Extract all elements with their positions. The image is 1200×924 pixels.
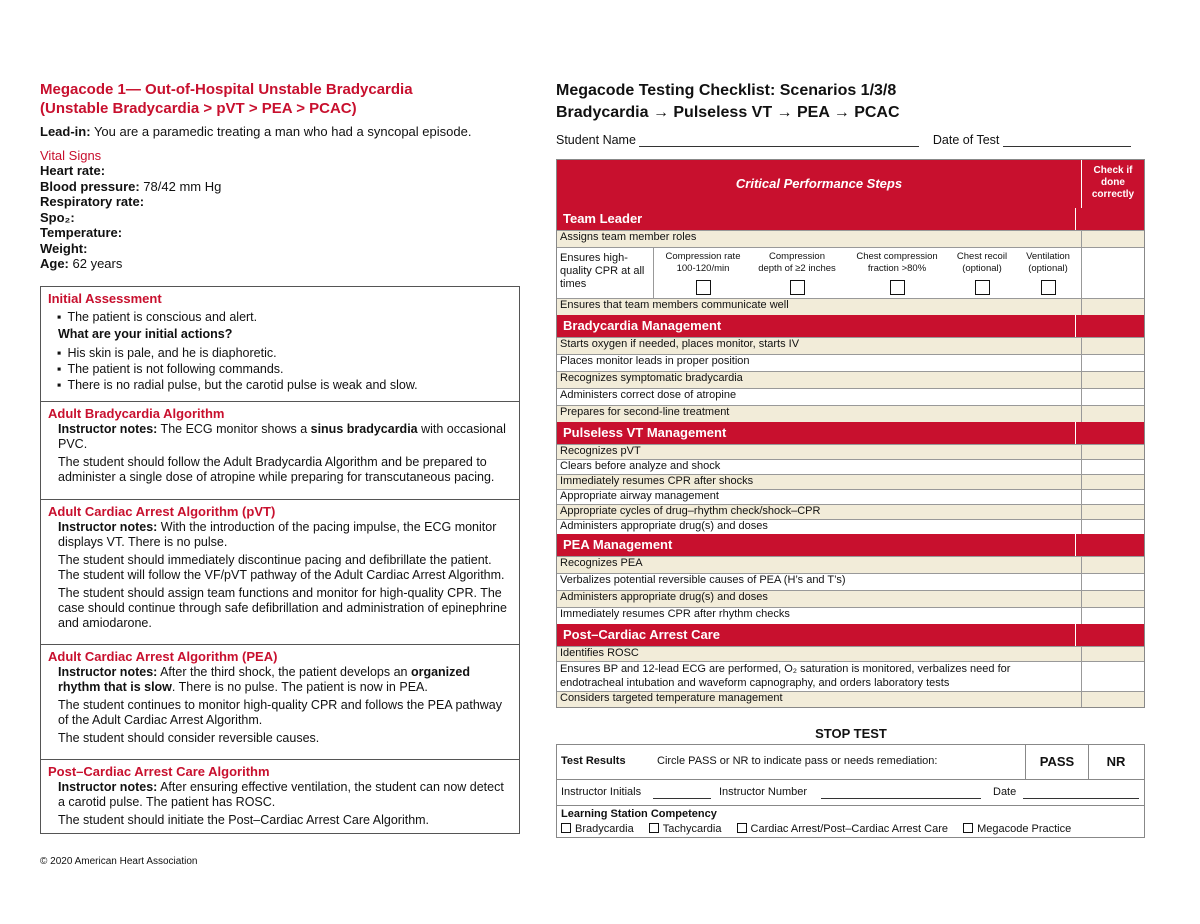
scenario-panel <box>40 80 520 272</box>
test-results-box <box>556 744 1145 838</box>
section-heading: Adult Bradycardia Algorithm <box>48 406 225 421</box>
check-cell[interactable] <box>1081 505 1145 519</box>
vital-signs-heading: Vital Signs <box>40 148 102 163</box>
table-row: Recognizes PEA <box>557 556 1144 573</box>
checklist-title-line1: Megacode Testing Checklist: Scenarios 1/3/8 <box>556 82 897 99</box>
competency-row <box>557 805 1144 839</box>
table-row: Verbalizes potential reversible causes of PEA (H’s and T’s) <box>557 573 1144 590</box>
pulseless-vt-heading: Pulseless VT Management <box>557 422 1144 444</box>
section-heading: Adult Cardiac Arrest Algorithm (pVT) <box>48 504 276 519</box>
instructor-notes: Instructor notes: With the introduction of the pacing impulse, the ECG monitor displays VT. There is no pulse. <box>58 520 497 549</box>
table-row: Places monitor leads in proper position <box>557 354 1144 371</box>
student-name-field[interactable] <box>639 134 919 147</box>
lead-in: Lead-in: You are a paramedic treating a man who had a syncopal episode. <box>40 124 472 139</box>
initial-actions-question: What are your initial actions? <box>58 327 233 341</box>
cpr-label: Ensures high-quality CPR at all times <box>560 252 645 290</box>
table-row: Recognizes pVT <box>557 444 1144 459</box>
vital-blood-pressure: Blood pressure: 78/42 mm Hg <box>40 178 222 194</box>
pass-option[interactable]: PASS <box>1025 745 1089 779</box>
bradycardia-management-heading: Bradycardia Management <box>557 315 1144 337</box>
vital-age: Age: 62 years <box>40 256 123 271</box>
competency-megacode-practice[interactable]: Megacode Practice <box>963 823 1071 835</box>
vital-spo2: Spo₂: <box>40 209 75 225</box>
date-field[interactable] <box>1023 786 1139 799</box>
test-results-instructions: Circle PASS or NR to indicate pass or needs remediation: <box>657 755 938 767</box>
pcac-heading: Post–Cardiac Arrest Care <box>557 624 1144 646</box>
check-cell[interactable] <box>1081 520 1145 534</box>
check-cell[interactable] <box>1081 406 1145 422</box>
table-row: Immediately resumes CPR after shocks <box>557 474 1144 489</box>
check-cell[interactable] <box>1081 647 1145 661</box>
table-header <box>557 160 1144 208</box>
competency-bradycardia[interactable]: Bradycardia <box>561 823 634 835</box>
test-results-label: Test Results <box>561 755 626 767</box>
check-cell[interactable] <box>1081 557 1145 573</box>
section-heading: Initial Assessment <box>48 291 162 306</box>
pvt-algorithm-section <box>41 499 519 644</box>
nr-option[interactable]: NR <box>1106 754 1126 769</box>
check-cell[interactable] <box>1081 591 1145 607</box>
cpr-quality-row <box>557 247 1144 298</box>
check-cell[interactable] <box>1081 662 1145 691</box>
check-cell[interactable] <box>1081 231 1145 247</box>
check-cell[interactable] <box>1081 608 1145 624</box>
checklist-title-line2: Bradycardia → Pulseless VT → PEA → PCAC <box>556 104 900 121</box>
check-cell[interactable] <box>1081 355 1145 371</box>
cpr-subitem: Chest compression fraction >80% <box>849 251 945 295</box>
table-row: Clears before analyze and shock <box>557 459 1144 474</box>
table-row: Considers targeted temperature management <box>557 691 1144 707</box>
cpr-subitem: Chest recoil (optional) <box>951 251 1013 295</box>
table-row: Starts oxygen if needed, places monitor, starts IV <box>557 337 1144 354</box>
table-row: Recognizes symptomatic bradycardia <box>557 371 1144 388</box>
table-row: Prepares for second-line treatment <box>557 405 1144 422</box>
pcac-algorithm-section <box>41 759 519 833</box>
instructor-notes: Instructor notes: After ensuring effective ventilation, the student can now detect a carotid pulse. The patient has ROSC. <box>58 780 504 809</box>
instructor-initials-label: Instructor Initials <box>561 786 642 798</box>
list-item: ▪ There is no radial pulse, but the carotid pulse is weak and slow. <box>70 377 512 393</box>
student-info-row <box>556 133 1146 147</box>
instructor-number-field[interactable] <box>821 786 981 799</box>
test-results-row <box>557 745 1144 780</box>
vital-temperature: Temperature: <box>40 225 123 240</box>
instructor-notes: Instructor notes: After the third shock, the patient develops an organized rhythm that is slow. There is no pulse. The patient is now in PEA. <box>58 665 470 694</box>
list-item: ▪ His skin is pale, and he is diaphoretic. <box>70 345 512 361</box>
check-cell[interactable] <box>1081 372 1145 388</box>
table-row: Administers appropriate drug(s) and doses <box>557 519 1144 534</box>
check-cell[interactable] <box>1081 574 1145 590</box>
instructor-initials-field[interactable] <box>653 786 711 799</box>
checkbox[interactable] <box>890 280 905 295</box>
competency-options <box>561 823 1071 835</box>
checkbox-icon <box>561 823 571 833</box>
copyright-footer: © 2020 American Heart Association <box>40 856 198 867</box>
cpr-subitem: Ventilation (optional) <box>1017 251 1079 295</box>
scenario-title-line1: Megacode 1— Out-of-Hospital Unstable Bradycardia <box>40 81 413 98</box>
instructor-row <box>557 779 1144 806</box>
section-paragraph: The student should assign team functions and monitor for high-quality CPR. The case should continue through safe defibrillation and administration of epinephrine and amiodarone. <box>58 586 507 630</box>
table-row: Administers appropriate drug(s) and doses <box>557 590 1144 607</box>
checkbox-icon <box>737 823 747 833</box>
check-cell[interactable] <box>1081 460 1145 474</box>
table-row: Ensures that team members communicate well <box>557 298 1144 315</box>
student-name-label: Student Name <box>556 133 636 147</box>
scenario-sections-box <box>40 286 520 834</box>
check-cell[interactable] <box>1081 389 1145 405</box>
critical-steps-header: Critical Performance Steps <box>735 176 903 191</box>
table-row: Ensures BP and 12-lead ECG are performed, O₂ saturation is monitored, verbalizes need for endotracheal intubation and waveform capnography, and orders laboratory tests <box>557 661 1144 691</box>
list-item: ▪ The patient is conscious and alert. <box>70 309 512 325</box>
instructor-notes: Instructor notes: The ECG monitor shows a sinus bradycardia with occasional PVC. <box>58 422 506 451</box>
cpr-subitem: Compression depth of ≥2 inches <box>751 251 843 295</box>
checkbox[interactable] <box>696 280 711 295</box>
check-cell[interactable] <box>1081 248 1145 298</box>
check-cell[interactable] <box>1081 692 1145 707</box>
section-paragraph: The student should initiate the Post–Cardiac Arrest Care Algorithm. <box>58 813 430 827</box>
table-row: Appropriate cycles of drug–rhythm check/shock–CPR <box>557 504 1144 519</box>
checklist-table <box>556 159 1145 708</box>
list-item: ▪ The patient is not following commands. <box>70 361 512 377</box>
section-heading: Adult Cardiac Arrest Algorithm (PEA) <box>48 649 278 664</box>
vital-weight: Weight: <box>40 240 88 256</box>
scenario-title-line2: (Unstable Bradycardia > pVT > PEA > PCAC) <box>40 100 357 117</box>
team-leader-heading: Team Leader <box>557 208 1144 230</box>
vital-signs-list <box>40 163 520 272</box>
section-paragraph: The student continues to monitor high-quality CPR and follows the PEA pathway of the Adult Cardiac Arrest Algorithm. <box>58 698 503 727</box>
checkbox[interactable] <box>1041 280 1056 295</box>
check-cell[interactable] <box>1081 299 1145 315</box>
table-row: Appropriate airway management <box>557 489 1144 504</box>
competency-cardiac-arrest[interactable]: Cardiac Arrest/Post–Cardiac Arrest Care <box>737 823 948 835</box>
section-heading: Post–Cardiac Arrest Care Algorithm <box>48 764 270 779</box>
section-paragraph: The student should follow the Adult Bradycardia Algorithm and be prepared to administer a single dose of atropine while preparing for transcutaneous pacing. <box>58 455 495 484</box>
table-row: Administers correct dose of atropine <box>557 388 1144 405</box>
checklist-header <box>556 80 1146 124</box>
instructor-number-label: Instructor Number <box>719 786 808 798</box>
initial-assessment-section <box>41 287 519 399</box>
checkbox-icon <box>649 823 659 833</box>
section-paragraph: The student should consider reversible causes. <box>58 731 320 745</box>
checkbox-icon <box>963 823 973 833</box>
checkbox[interactable] <box>790 280 805 295</box>
competency-tachycardia[interactable]: Tachycardia <box>649 823 722 835</box>
table-row: Assigns team member roles <box>557 230 1144 247</box>
section-paragraph: The student should immediately discontinue pacing and defibrillate the patient. The student will follow the VF/pVT pathway of the Adult Cardiac Arrest Algorithm. <box>58 553 505 582</box>
date-label: Date <box>993 786 1017 798</box>
checkbox[interactable] <box>975 280 990 295</box>
check-cell[interactable] <box>1081 445 1145 459</box>
check-column-header: Check if done correctly <box>1081 160 1144 208</box>
vital-heart-rate: Heart rate: <box>40 163 106 178</box>
pea-algorithm-section <box>41 644 519 759</box>
table-row: Immediately resumes CPR after rhythm checks <box>557 607 1144 624</box>
vital-respiratory-rate: Respiratory rate: <box>40 194 145 209</box>
cpr-subitem: Compression rate 100-120/min <box>657 251 749 295</box>
check-cell[interactable] <box>1081 490 1145 504</box>
date-of-test-label: Date of Test <box>932 133 1000 147</box>
date-of-test-field[interactable] <box>1003 134 1131 147</box>
pea-management-heading: PEA Management <box>557 534 1144 556</box>
check-cell[interactable] <box>1081 475 1145 489</box>
table-row: Identifies ROSC <box>557 646 1144 661</box>
competency-label: Learning Station Competency <box>561 808 717 820</box>
check-cell[interactable] <box>1081 338 1145 354</box>
stop-test-label: STOP TEST <box>815 726 887 741</box>
bradycardia-algorithm-section <box>41 401 519 499</box>
